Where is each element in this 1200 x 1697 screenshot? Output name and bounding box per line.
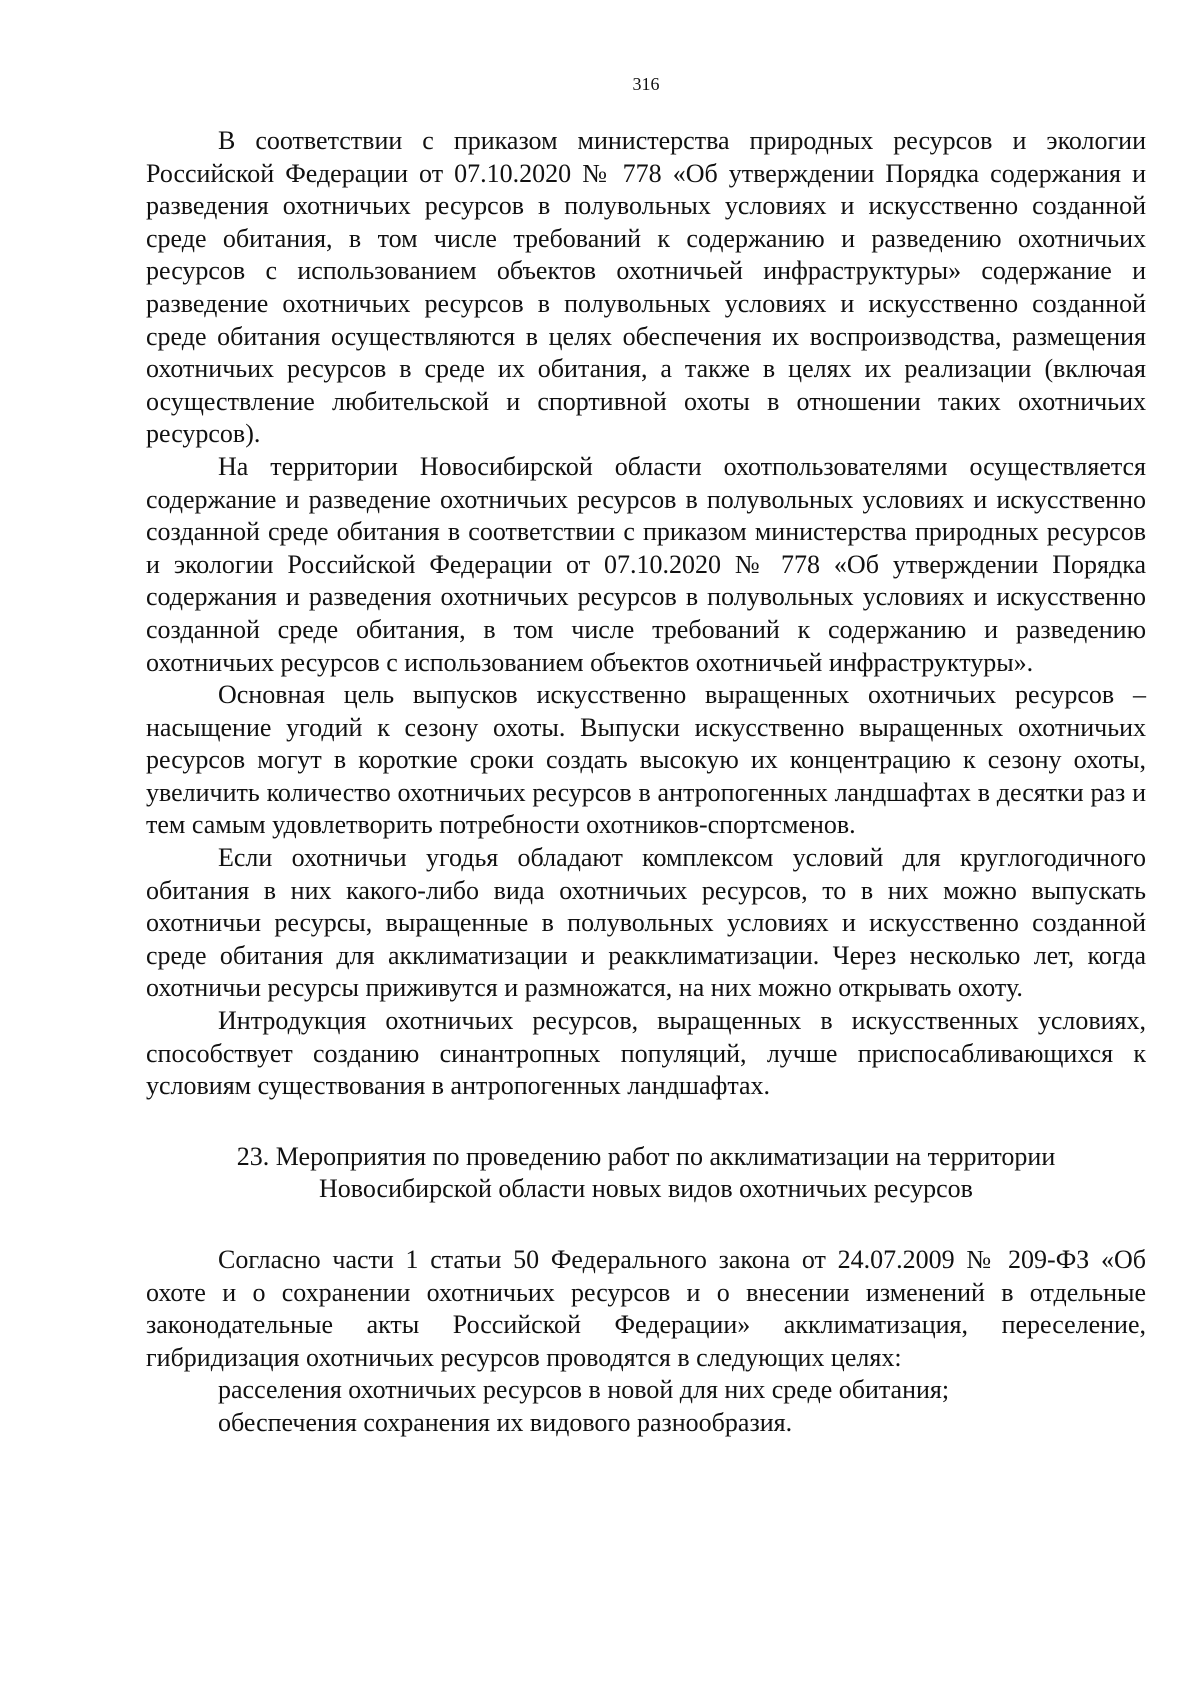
document-page xyxy=(146,0,1146,1697)
document-body xyxy=(146,125,1146,1440)
section-heading xyxy=(146,1141,1146,1206)
section-heading-line-1: 23. Мероприятия по проведению работ по акклиматизации на территории xyxy=(236,1141,1056,1171)
page-number: 316 xyxy=(632,74,660,94)
paragraph-acclimatization-release: Если охотничьи угодья обладают комплексом условий для круглогодичного обитания в них какого-либо вида охотничьих ресурсов, то в них можно выпускать охотничьи ресурсы, выращенные в полувольных условиях и искусственно созданной среде обитания для акклиматизации и реакклиматизации. Через несколько лет, когда охотничьи ресурсы приживутся и размножатся, на них можно открывать охоту. xyxy=(146,843,1146,1003)
paragraph-federal-law: Согласно части 1 статьи 50 Федерального закона от 24.07.2009 № 209-ФЗ «Об охоте и о сохранении охотничьих ресурсов и о внесении изменений в отдельные законодательные акты Российской Федерации» акклиматизация, переселение, гибридизация охотничьих ресурсов проводятся в следующих целях: xyxy=(146,1245,1146,1372)
paragraph-novosibirsk-keeping: На территории Новосибирской области охотпользователями осуществляется содержание и разведение охотничьих ресурсов в полувольных условиях и искусственно созданной среде обитания в соответствии с приказом министерства природных ресурсов и экологии Российской Федерации от 07.10.2020 № 778 «Об утверждении Порядка содержания и разведения охотничьих ресурсов в полувольных условиях и искусственно созданной среде обитания, в том числе требований к содержанию и разведению охотничьих ресурсов с использованием объектов охотничьей инфраструктуры». xyxy=(146,451,1146,677)
section-heading-line-2: Новосибирской области новых видов охотничьих ресурсов xyxy=(319,1174,973,1204)
paragraph-introduction: Интродукция охотничьих ресурсов, выращенных в искусственных условиях, способствует созданию синантропных популяций, лучше приспосабливающихся к условиям существования в антропогенных ландшафтах. xyxy=(146,1006,1146,1101)
list-item: обеспечения сохранения их видового разнообразия. xyxy=(218,1407,793,1437)
list-item: расселения охотничьих ресурсов в новой для них среде обитания; xyxy=(218,1375,950,1405)
paragraph-order-778: В соответствии с приказом министерства природных ресурсов и экологии Российской Федерации от 07.10.2020 № 778 «Об утверждении Порядка содержания и разведения охотничьих ресурсов в полувольных условиях и искусственно созданной среде обитания, в том числе требований к содержанию и разведению охотничьих ресурсов с использованием объектов охотничьей инфраструктуры» содержание и разведение охотничьих ресурсов в полувольных условиях и искусственно созданной среде обитания осуществляются в целях обеспечения их воспроизводства, размещения охотничьих ресурсов в среде их обитания, а также в целях их реализации (включая осуществление любительской и спортивной охоты в отношении таких охотничьих ресурсов). xyxy=(146,126,1146,449)
paragraph-release-goal: Основная цель выпусков искусственно выращенных охотничьих ресурсов – насыщение угодий к сезону охоты. Выпуски искусственно выращенных охотничьих ресурсов могут в короткие сроки создать высокую их концентрацию к сезону охоты, увеличить количество охотничьих ресурсов в антропогенных ландшафтах в десятки раз и тем самым удовлетворить потребности охотников-спортсменов. xyxy=(146,680,1146,840)
